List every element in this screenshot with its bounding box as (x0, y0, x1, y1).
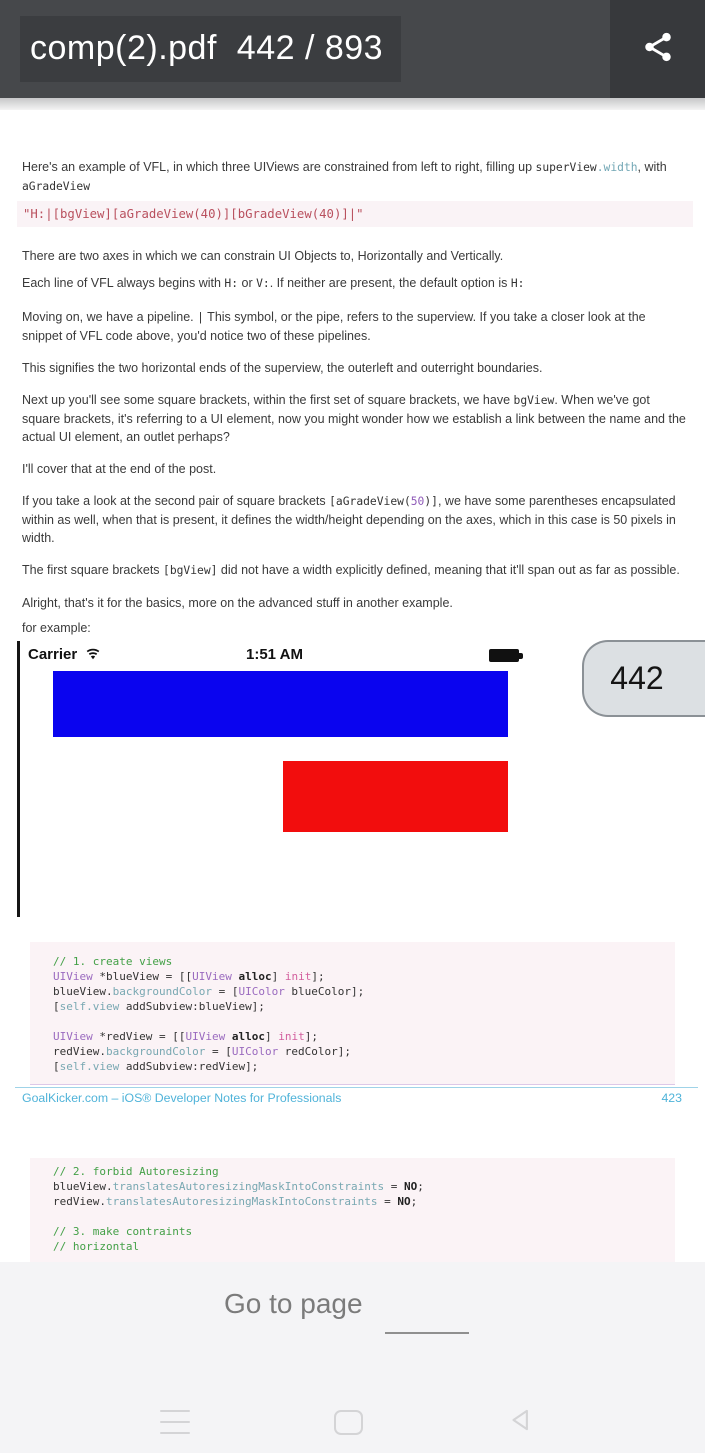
home-button[interactable] (326, 1400, 370, 1444)
share-icon (641, 30, 675, 69)
blockquote-bar (17, 641, 20, 917)
back-triangle-icon (506, 1405, 536, 1440)
carrier-label: Carrier (28, 646, 78, 663)
wifi-icon (85, 647, 101, 666)
header-shadow (0, 98, 705, 110)
paragraph: I'll cover that at the end of the post. (22, 462, 217, 476)
paragraph: Here's an example of VFL, in which three UIViews are constrained from left to right, filling up superView.width, with aGradeView (22, 160, 667, 193)
paragraph: This signifies the two horizontal ends of the superview, the outerleft and outerright boundaries. (22, 361, 543, 375)
goto-page-label: Go to page (224, 1288, 363, 1319)
code-block-create-views: // 1. create views UIView *blueView = [[UIView alloc] init]; blueView.backgroundColor = [UIColor blueColor]; [self.view addSubview:blueView]; UIView *redView = [[UIView alloc] init]; redView.backgroundColor = [UIColor redColor]; [self.view addSubview:redView]; (30, 942, 675, 1085)
footer-book-title: GoalKicker.com – iOS® Developer Notes for Professionals (22, 1091, 342, 1105)
page-indicator-number: 442 (610, 660, 664, 696)
android-nav-bar (0, 1395, 705, 1453)
book-page-footer (15, 1087, 698, 1106)
goto-page-overlay (0, 1262, 705, 1453)
vfl-code-snippet: "H:|[bgView][aGradeView(40)][bGradeView(40)]|" (17, 201, 693, 227)
paragraph: Alright, that's it for the basics, more on the advanced stuff in another example. (22, 596, 453, 610)
page-indicator-bubble[interactable] (582, 640, 705, 717)
footer-page-number: 423 (661, 1091, 682, 1105)
hamburger-menu-icon (160, 1401, 190, 1443)
paragraph: Moving on, we have a pipeline. | This symbol, or the pipe, refers to the superview. If you take a closer look at the snippet of VFL code above, you'd notice two of these pipelines. (22, 310, 646, 343)
menu-button[interactable] (153, 1400, 197, 1444)
back-button[interactable] (499, 1400, 543, 1444)
battery-icon (489, 649, 519, 662)
paragraph: There are two axes in which we can constrain UI Objects to, Horizontally and Vertically. (22, 249, 504, 263)
paragraph: for example: (22, 621, 91, 635)
blue-view-rect (53, 671, 508, 737)
paragraph: Next up you'll see some square brackets, within the first set of square brackets, we have bgView. When we've got square brackets, it's referring to a UI element, now you might wonder how we establish a link between the name and the actual UI element, an outlet perhaps? (22, 393, 686, 444)
paragraph: The first square brackets [bgView] did not have a width explicitly defined, meaning that it'll span out as far as possible. (22, 563, 680, 577)
red-view-rect (283, 761, 508, 832)
pdf-viewer-header (0, 0, 705, 98)
home-square-icon (334, 1410, 363, 1435)
share-button[interactable] (610, 0, 705, 98)
page-number-input[interactable] (385, 1302, 469, 1334)
pdf-page (0, 158, 705, 1295)
paragraph: If you take a look at the second pair of square brackets [aGradeView(50)], we have some parentheses encapsulated within as well, when that is present, it defines the width/height depending on the axes, which in this case is 50 pixels in width. (22, 494, 676, 545)
paragraph: Each line of VFL always begins with H: or V:. If neither are present, the default option is H: (22, 276, 525, 290)
code-block-autoresizing: // 2. forbid Autoresizing blueView.translatesAutoresizingMaskIntoConstraints = NO; redView.translatesAutoresizingMaskIntoConstraints = NO; // 3. make contraints // horizontal (30, 1158, 675, 1295)
status-bar-time: 1:51 AM (246, 646, 303, 663)
document-title: comp(2).pdf 442 / 893 (20, 16, 401, 82)
